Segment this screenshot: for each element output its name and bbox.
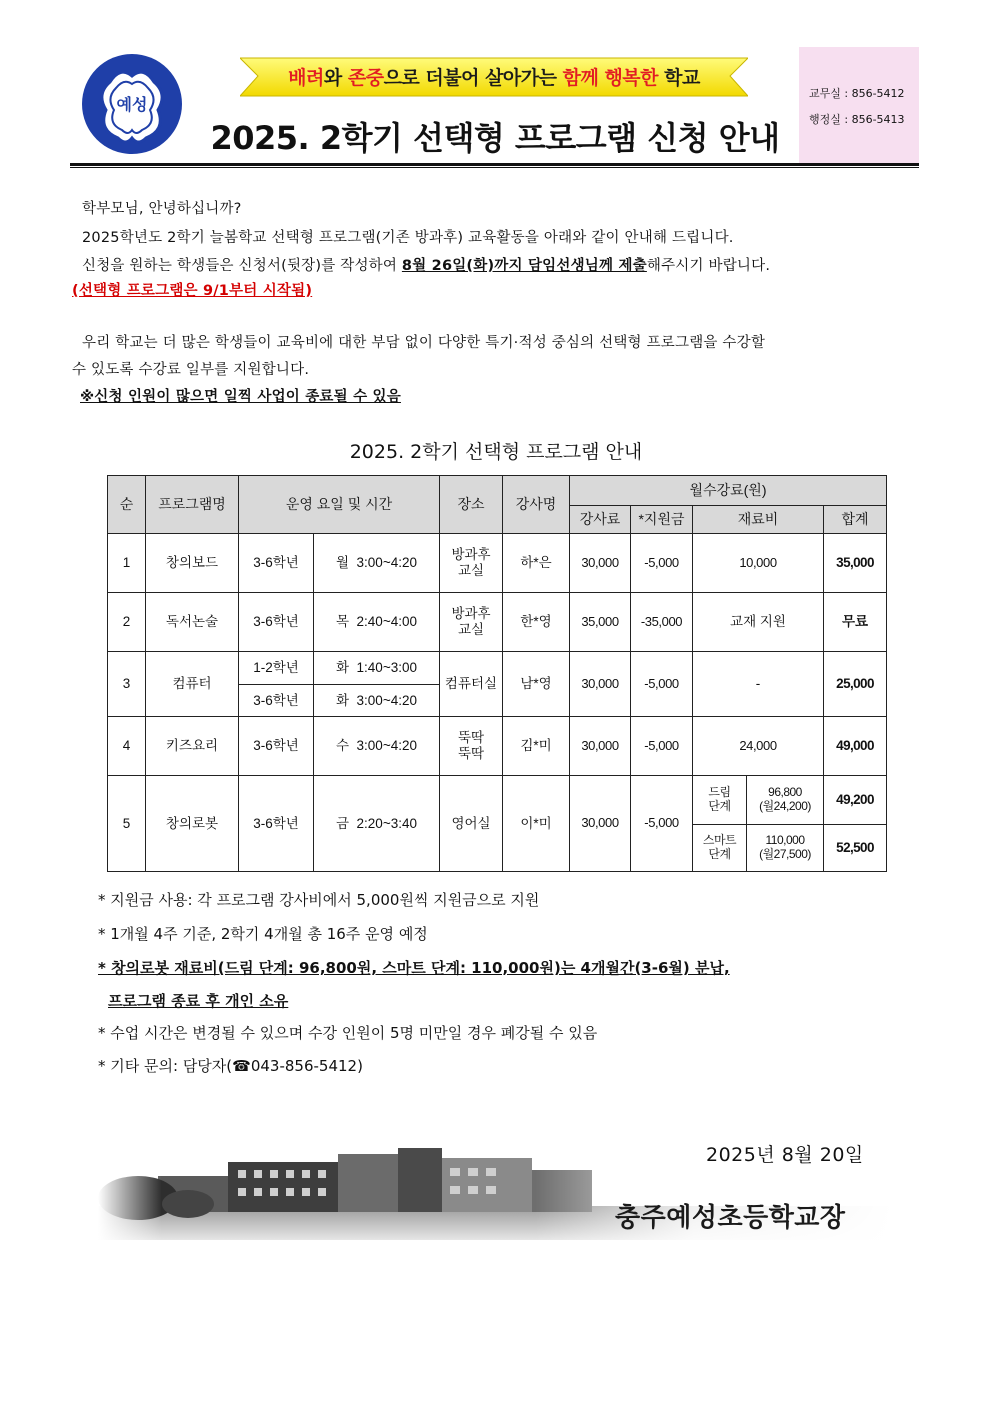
motto-banner	[240, 54, 748, 98]
table-row	[108, 717, 887, 776]
school-logo	[80, 52, 184, 156]
header-name: 프로그램명	[146, 476, 239, 534]
cell-time: 월 3:00~4:20	[314, 534, 440, 593]
contact-box	[799, 47, 919, 164]
motto-word: 존중	[347, 66, 384, 89]
cell-name: 창의로봇	[146, 776, 239, 872]
cell-no: 3	[108, 652, 146, 717]
note-item: * 지원금 사용: 각 프로그램 강사비에서 5,000원씩 지원금으로 지원	[98, 891, 540, 909]
cell-grade: 3-6학년	[239, 776, 314, 872]
cell-place: 영어실	[440, 776, 503, 872]
header-fee: 강사료	[570, 506, 631, 534]
cell-place: 컴퓨터실	[440, 652, 503, 717]
cell-teacher: 남*영	[503, 652, 570, 717]
cell-name: 독서논술	[146, 593, 239, 652]
cell-fee: 30,000	[570, 776, 631, 872]
motto-word: 와	[323, 66, 348, 89]
cell-material: 교재 지원	[693, 593, 824, 652]
deadline-line	[82, 254, 770, 275]
table-row	[108, 652, 887, 685]
cell-time: 화 1:40~3:00	[314, 652, 440, 685]
header-place: 장소	[440, 476, 503, 534]
cell-material: 24,000	[693, 717, 824, 776]
cell-name: 키즈요리	[146, 717, 239, 776]
cell-grade: 3-6학년	[239, 593, 314, 652]
issue-date: 2025년 8월 20일	[706, 1144, 864, 1166]
cell-time: 목 2:40~4:00	[314, 593, 440, 652]
cell-level-dream-cost: 96,800 (월24,200)	[747, 776, 824, 825]
cell-teacher: 이*미	[503, 776, 570, 872]
cell-support: -5,000	[631, 717, 693, 776]
cell-material: 10,000	[693, 534, 824, 593]
logo-text: 예성	[116, 95, 148, 114]
motto-word: 행복한	[604, 66, 659, 89]
cell-level-dream: 드림 단계	[693, 776, 747, 825]
cell-fee: 30,000	[570, 652, 631, 717]
program-table	[107, 475, 887, 872]
cell-no: 2	[108, 593, 146, 652]
table-row	[108, 593, 887, 652]
cell-time: 수 3:00~4:20	[314, 717, 440, 776]
motto-word: 으로 더불어 살아가는	[383, 66, 563, 89]
cell-level-smart-cost: 110,000 (월27,500)	[747, 825, 824, 872]
header-material: 재료비	[693, 506, 824, 534]
header-total: 합계	[824, 506, 887, 534]
cell-grade: 1-2학년	[239, 652, 314, 685]
table-title: 2025. 2학기 선택형 프로그램 안내	[349, 441, 643, 463]
cell-total: 49,200	[824, 776, 887, 825]
cell-fee: 30,000	[570, 534, 631, 593]
cell-fee: 30,000	[570, 717, 631, 776]
header-support: *지원금	[631, 506, 693, 534]
cell-fee: 35,000	[570, 593, 631, 652]
intro-line: 2025학년도 2학기 늘봄학교 선택형 프로그램(기존 방과후) 교육활동을 아래와 같이 안내해 드립니다.	[82, 230, 734, 246]
header-divider-thin	[70, 167, 919, 168]
note-item: * 수업 시간은 변경될 수 있으며 수강 인원이 5명 미만일 경우 폐강될 수 있음	[98, 1024, 598, 1042]
motto-word: 배려	[288, 66, 324, 89]
header-teacher: 강사명	[503, 476, 570, 534]
note-item: 프로그램 종료 후 개인 소유	[108, 992, 289, 1010]
greeting: 학부모님, 안녕하십니까?	[82, 201, 242, 217]
note-item: * 1개월 4주 기준, 2학기 4개월 총 16주 운영 예정	[98, 925, 428, 943]
page-title: 2025. 2학기 선택형 프로그램 신청 안내	[210, 119, 780, 157]
support-line: 수 있도록 수강료 일부를 지원합니다.	[72, 362, 310, 378]
start-date-note: (선택형 프로그램은 9/1부터 시작됨)	[72, 283, 313, 299]
support-line: 우리 학교는 더 많은 학생들이 교육비에 대한 부담 없이 다양한 특기·적성 중심의 선택형 프로그램을 수강할	[82, 335, 766, 351]
cell-grade: 3-6학년	[239, 717, 314, 776]
cell-teacher: 김*미	[503, 717, 570, 776]
cell-no: 1	[108, 534, 146, 593]
cell-time: 금 2:20~3:40	[314, 776, 440, 872]
cell-total: 무료	[824, 593, 887, 652]
cell-support: -5,000	[631, 652, 693, 717]
header-divider	[70, 163, 919, 166]
deadline-pre: 신청을 원하는 학생들은 신청서(뒷장)를 작성하여	[82, 258, 402, 274]
cell-total: 25,000	[824, 652, 887, 717]
motto-word: 함께	[562, 66, 599, 89]
cell-total: 49,000	[824, 717, 887, 776]
cell-support: -35,000	[631, 593, 693, 652]
cell-material: -	[693, 652, 824, 717]
cell-teacher: 한*영	[503, 593, 570, 652]
cell-no: 4	[108, 717, 146, 776]
note-item: * 기타 문의: 담당자(☎043-856-5412)	[98, 1057, 363, 1075]
header-monthly: 월수강료(원)	[570, 476, 887, 506]
early-close-warning: ※신청 인원이 많으면 일찍 사업이 종료될 수 있음	[80, 389, 401, 405]
header-schedule: 운영 요일 및 시간	[239, 476, 440, 534]
cell-grade: 3-6학년	[239, 685, 314, 717]
cell-grade: 3-6학년	[239, 534, 314, 593]
cell-name: 컴퓨터	[146, 652, 239, 717]
table-row	[108, 534, 887, 593]
header-no: 순	[108, 476, 146, 534]
cell-total: 35,000	[824, 534, 887, 593]
cell-place: 방과후 교실	[440, 593, 503, 652]
cell-no: 5	[108, 776, 146, 872]
cell-place: 방과후 교실	[440, 534, 503, 593]
contact-admin: 행정실 : 856-5413	[809, 113, 905, 126]
principal-signature: 충주예성초등학교장	[615, 1203, 846, 1233]
deadline-post: 해주시기 바랍니다.	[646, 258, 771, 274]
note-item: * 창의로봇 재료비(드림 단계: 96,800원, 스마트 단계: 110,000원)는 4개월간(3-6월) 분납,	[98, 959, 730, 977]
cell-level-smart: 스마트 단계	[693, 825, 747, 872]
cell-support: -5,000	[631, 534, 693, 593]
motto-word: 학교	[658, 66, 700, 89]
contact-office: 교무실 : 856-5412	[809, 87, 905, 100]
deadline-emphasis: 8월 26일(화)까지 담임선생님께 제출	[401, 258, 647, 274]
table-row	[108, 776, 887, 825]
cell-support: -5,000	[631, 776, 693, 872]
cell-time: 화 3:00~4:20	[314, 685, 440, 717]
cell-name: 창의보드	[146, 534, 239, 593]
cell-place: 뚝딱 뚝딱	[440, 717, 503, 776]
cell-total: 52,500	[824, 825, 887, 872]
cell-teacher: 하*은	[503, 534, 570, 593]
